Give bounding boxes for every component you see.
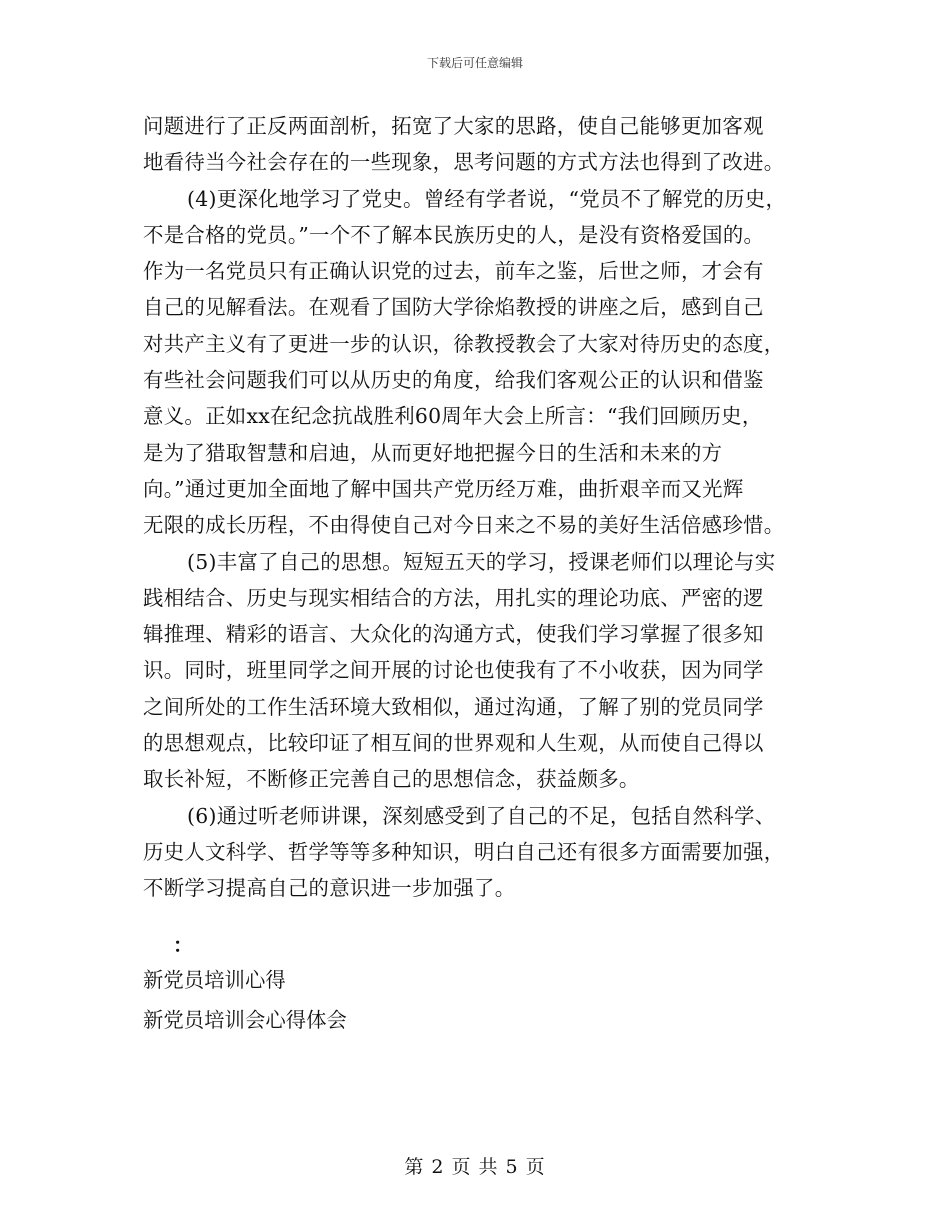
related-article-link[interactable]: 新党员培训心得 [143,967,286,992]
text-line: 识。同时，班里同学之间开展的讨论也使我有了不小收获，因为同学 [143,658,764,683]
text-line: 对共产主义有了更进一步的认识，徐教授教会了大家对待历史的态度， [143,331,785,356]
text-line: 向。”通过更加全面地了解中国共产党历经万难，曲折艰辛而又光辉 [143,476,744,501]
spacer [143,907,823,930]
paragraph-6-start: (6)通过听老师讲课，深刻感受到了自己的不足，包括自然科学、 [187,803,776,828]
page-number: 第 2 页 共 5 页 [404,1156,546,1178]
text-line: 是为了猎取智慧和启迪，从而更好地把握今日的生活和未来的方 [143,440,723,465]
body-text [143,108,823,1040]
text-line: 历史人文科学、哲学等等多种知识，明白自己还有很多方面需要加强， [143,839,785,864]
text-line: 不是合格的党员。”一个不了解本民族历史的人，是没有资格爱国的。 [143,222,765,247]
paragraph-4-start: (4)更深化地学习了党史。曾经有学者说，“党员不了解党的历史， [187,186,787,211]
text-line: 践相结合、历史与现实相结合的方法，用扎实的理论功底、严密的逻 [143,585,764,610]
header-note: 下载后可任意编辑 [426,56,523,70]
text-line: 之间所处的工作生活环境大致相似，通过沟通，了解了别的党员同学 [143,694,764,719]
text-line: 有些社会问题我们可以从历史的角度，给我们客观公正的认识和借鉴 [143,368,764,393]
text-line: 取长补短，不断修正完善自己的思想信念，获益颇多。 [143,767,640,792]
text-line: 自己的见解看法。在观看了国防大学徐焰教授的讲座之后，感到自己 [143,295,764,320]
paragraph-5-start: (5)丰富了自己的思想。短短五天的学习，授课老师们以理论与实 [187,549,776,574]
text-line: 问题进行了正反两面剖析，拓宽了大家的思路，使自己能够更加客观 [143,114,764,138]
text-line: 无限的成长历程，不由得使自己对今日来之不易的美好生活倍感珍惜。 [143,513,785,538]
text-line: 意义。正如xx在纪念抗战胜利60周年大会上所言：“我们回顾历史， [143,404,763,429]
text-line: 的思想观点，比较印证了相互间的世界观和人生观，从而使自己得以 [143,731,764,756]
related-article-link[interactable]: 新党员培训会心得体会 [143,1007,347,1032]
text-line: 地看待当今社会存在的一些现象，思考问题的方式方法也得到了改进。 [143,150,785,175]
text-line: 不断学习提高自己的意识进一步加强了。 [143,876,516,901]
text-line: 辑推理、精彩的语言、大众化的沟通方式，使我们学习掌握了很多知 [143,622,764,647]
colon-mark: ： [173,932,193,957]
text-line: 作为一名党员只有正确认识党的过去，前车之鉴，后世之师，才会有 [143,259,764,284]
